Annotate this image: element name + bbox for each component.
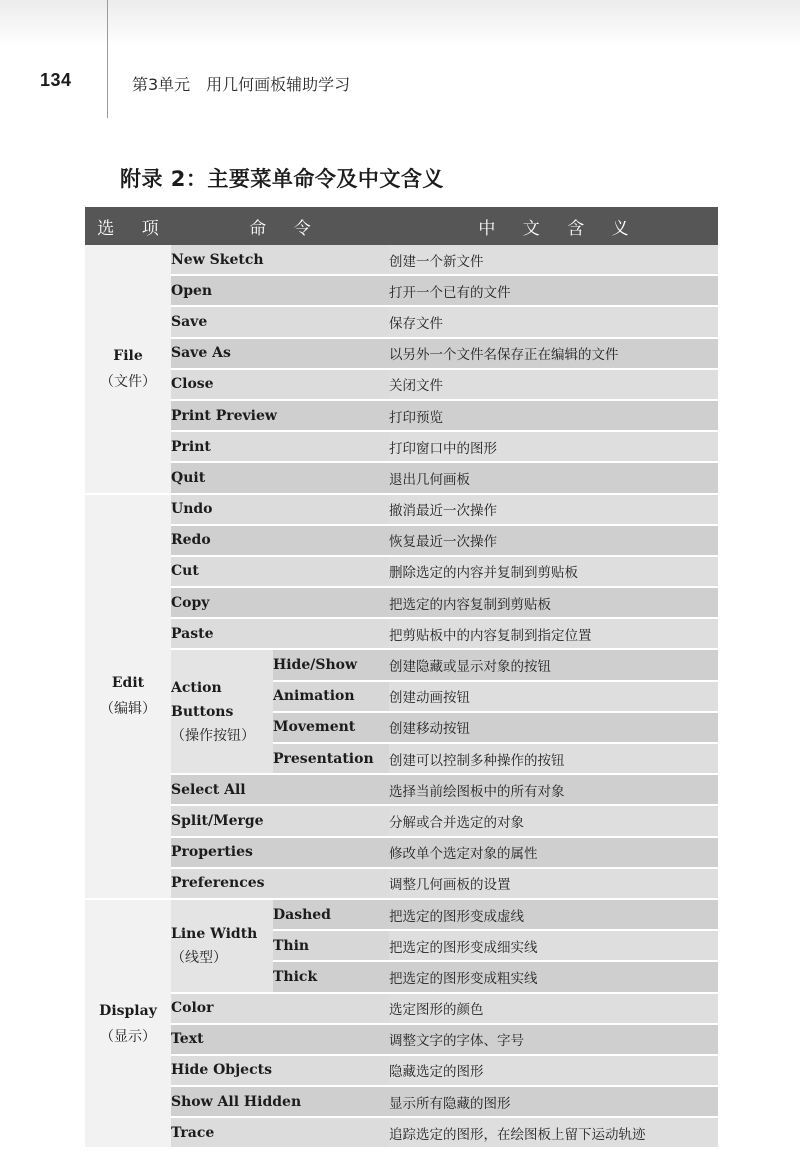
- page-number: 134: [40, 70, 72, 90]
- command-cell: Split/Merge: [171, 805, 389, 836]
- command-cell: Save As: [171, 338, 389, 369]
- table-row: [85, 525, 718, 556]
- table-row: [85, 338, 718, 369]
- table-row: [85, 774, 718, 805]
- meaning-cell: 以另外一个文件名保存正在编辑的文件: [389, 338, 718, 369]
- meaning-cell: 打印预览: [389, 400, 718, 431]
- command-cell: Properties: [171, 837, 389, 868]
- command-cell: Paste: [171, 618, 389, 649]
- table-row: [85, 556, 718, 587]
- table-row: [85, 993, 718, 1024]
- command-cell: Show All Hidden: [171, 1086, 389, 1117]
- subcommand-cell: Thick: [273, 961, 389, 992]
- meaning-cell: 选定图形的颜色: [389, 993, 718, 1024]
- option-file: [85, 245, 171, 494]
- command-cell: New Sketch: [171, 245, 389, 275]
- command-cell: Redo: [171, 525, 389, 556]
- subcommand-cell: Movement: [273, 712, 389, 743]
- option-label: Display: [99, 1002, 157, 1019]
- table-row: [85, 899, 718, 930]
- command-cell: Print Preview: [171, 400, 389, 431]
- option-label: Edit: [111, 675, 145, 692]
- table-row: [85, 1086, 718, 1117]
- group-label-line1: Action: [171, 679, 222, 696]
- group-label-line2: Buttons: [171, 703, 234, 720]
- group-label-zh: （线型）: [171, 949, 227, 966]
- command-cell: Print: [171, 431, 389, 462]
- command-cell: Cut: [171, 556, 389, 587]
- table-header-row: [85, 207, 718, 245]
- meaning-cell: 隐藏选定的图形: [389, 1055, 718, 1086]
- meaning-cell: 把选定的图形变成虚线: [389, 899, 718, 930]
- table-row: [85, 431, 718, 462]
- meaning-cell: 把选定的内容复制到剪贴板: [389, 587, 718, 618]
- table-row: [85, 1055, 718, 1086]
- option-label-zh: （显示）: [100, 1028, 156, 1045]
- meaning-cell: 选择当前绘图板中的所有对象: [389, 774, 718, 805]
- subcommand-cell: Thin: [273, 930, 389, 961]
- meaning-cell: 分解或合并选定的对象: [389, 805, 718, 836]
- meaning-cell: 修改单个选定对象的属性: [389, 837, 718, 868]
- command-cell: Open: [171, 275, 389, 306]
- section-title: 附录 2：主要菜单命令及中文含义: [120, 167, 444, 191]
- page-top-shading: [0, 0, 800, 46]
- meaning-cell: 把剪贴板中的内容复制到指定位置: [389, 618, 718, 649]
- header-meaning: 中 文 含 义: [389, 207, 718, 245]
- group-label: Line Width: [171, 925, 258, 942]
- meaning-cell: 退出几何画板: [389, 462, 718, 493]
- group-line-width: [171, 899, 273, 993]
- table-row: [85, 1117, 718, 1148]
- group-label-zh: （操作按钮）: [171, 727, 255, 744]
- table-row: [85, 618, 718, 649]
- table-row: [85, 587, 718, 618]
- subcommand-cell: Hide/Show: [273, 649, 389, 680]
- meaning-cell: 关闭文件: [389, 369, 718, 400]
- menu-command-table: [85, 207, 718, 1149]
- table-row: [85, 494, 718, 525]
- command-cell: Text: [171, 1024, 389, 1055]
- header-option: 选 项: [85, 207, 171, 245]
- table-row: [85, 275, 718, 306]
- meaning-cell: 调整几何画板的设置: [389, 868, 718, 899]
- command-cell: Undo: [171, 494, 389, 525]
- command-cell: Preferences: [171, 868, 389, 899]
- meaning-cell: 显示所有隐藏的图形: [389, 1086, 718, 1117]
- meaning-cell: 把选定的图形变成粗实线: [389, 961, 718, 992]
- table-row: [85, 837, 718, 868]
- header-command: 命 令: [171, 207, 389, 245]
- table-row: [85, 805, 718, 836]
- meaning-cell: 创建动画按钮: [389, 681, 718, 712]
- meaning-cell: 创建可以控制多种操作的按钮: [389, 743, 718, 774]
- table-row: [85, 369, 718, 400]
- table-row: [85, 245, 718, 275]
- header-divider: [107, 0, 108, 118]
- option-display: [85, 899, 171, 1149]
- meaning-cell: 调整文字的字体、字号: [389, 1024, 718, 1055]
- running-title: 第3单元 用几何画板辅助学习: [132, 75, 351, 94]
- table-row: [85, 649, 718, 680]
- command-cell: Select All: [171, 774, 389, 805]
- command-cell: Hide Objects: [171, 1055, 389, 1086]
- command-cell: Close: [171, 369, 389, 400]
- subcommand-cell: Dashed: [273, 899, 389, 930]
- command-cell: Quit: [171, 462, 389, 493]
- meaning-cell: 追踪选定的图形，在绘图板上留下运动轨迹: [389, 1117, 718, 1148]
- table-row: [85, 1024, 718, 1055]
- meaning-cell: 打开一个已有的文件: [389, 275, 718, 306]
- command-cell: Color: [171, 993, 389, 1024]
- meaning-cell: 创建隐藏或显示对象的按钮: [389, 649, 718, 680]
- meaning-cell: 创建一个新文件: [389, 245, 718, 275]
- table-row: [85, 868, 718, 899]
- table-row: [85, 462, 718, 493]
- meaning-cell: 恢复最近一次操作: [389, 525, 718, 556]
- command-cell: Save: [171, 306, 389, 337]
- option-edit: [85, 494, 171, 899]
- command-cell: Copy: [171, 587, 389, 618]
- option-label-zh: （文件）: [100, 373, 156, 390]
- group-action-buttons: [171, 649, 273, 774]
- meaning-cell: 创建移动按钮: [389, 712, 718, 743]
- meaning-cell: 把选定的图形变成细实线: [389, 930, 718, 961]
- table-row: [85, 306, 718, 337]
- option-label: File: [113, 347, 143, 364]
- meaning-cell: 撤消最近一次操作: [389, 494, 718, 525]
- table-row: [85, 400, 718, 431]
- option-label-zh: （编辑）: [100, 701, 156, 718]
- meaning-cell: 删除选定的内容并复制到剪贴板: [389, 556, 718, 587]
- command-cell: Trace: [171, 1117, 389, 1148]
- meaning-cell: 打印窗口中的图形: [389, 431, 718, 462]
- subcommand-cell: Animation: [273, 681, 389, 712]
- subcommand-cell: Presentation: [273, 743, 389, 774]
- meaning-cell: 保存文件: [389, 306, 718, 337]
